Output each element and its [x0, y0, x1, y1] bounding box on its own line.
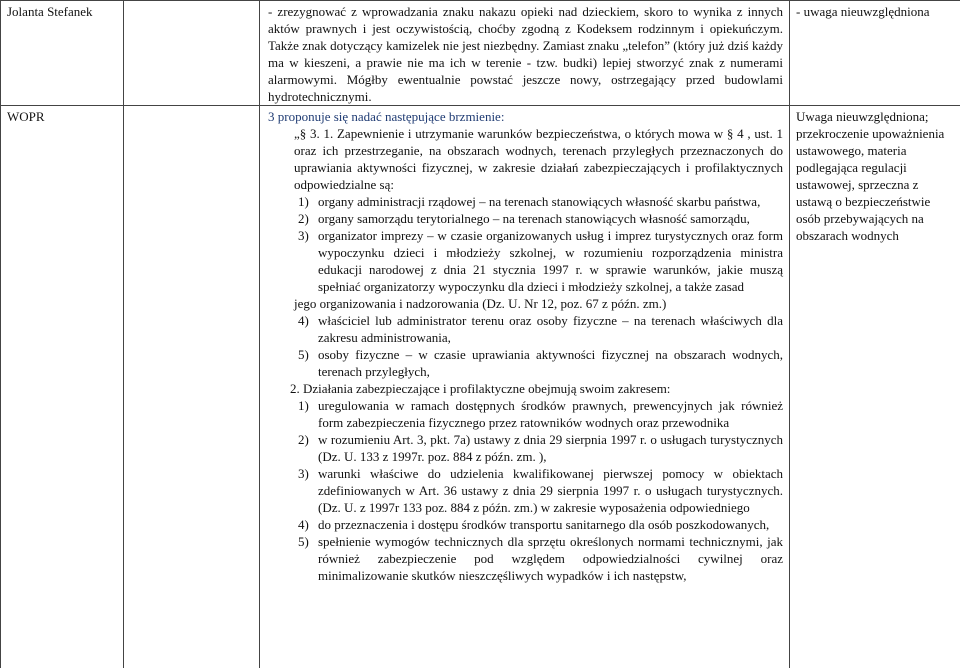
list-item: 1) organy administracji rządowej – na terenach stanowiących własność skarbu państwa, — [268, 193, 783, 210]
responsible-list-cont — [268, 312, 783, 380]
comment-intro: 3 proponuje się nadać następujące brzmienie: — [268, 108, 783, 125]
list-item: 4) do przeznaczenia i dostępu środków transportu sanitarnego dla osób poszkodowanych, — [268, 516, 783, 533]
responsible-list — [268, 193, 783, 295]
actions-list — [268, 397, 783, 584]
comment-text: - zrezygnować z wprowadzania znaku nakazu opieki nad dzieckiem, skoro to wynika z innych aktów prawnych i jest oczywistością, choćby zgodną z Kodeksem rodzinnym i opiekuńczym. Także znak dotyczący kamizelek nie jest niezbędny. Zamiast znaku „telefon” (który już dziś każdy ma w kieszeni, a prawie nie ma ich w terenie - tzw. budki) lepiej stworzyć znak z numerami alarmowymi. Mógłby ewentualnie powstać jeszcze nowy, ostrzegający przed budowlami hydrotechnicznymi. — [268, 3, 783, 105]
provision-cell — [124, 1, 260, 106]
response-text: - uwaga nieuwzględniona — [796, 4, 930, 19]
list-item: 5) spełnienie wymogów technicznych dla sprzętu określonych normami technicznymi, jak również zabezpieczenie pod względem odpowiedzialności cywilnej oraz minimalizowanie skutków nieszczęśliwych wypadków i ich następstw, — [268, 533, 783, 584]
list-continuation: jego organizowania i nadzorowania (Dz. U. Nr 12, poz. 67 z późn. zm.) — [268, 295, 783, 312]
table-row — [1, 106, 960, 668]
response-cell — [790, 1, 960, 106]
submitter-cell — [1, 106, 124, 668]
provision-cell — [124, 106, 260, 668]
list-item: 1) uregulowania w ramach dostępnych środków prawnych, prewencyjnych jak również form zabezpieczenia fizycznego przez ratowników wodnych oraz przewodnika — [268, 397, 783, 431]
submitter-name: Jolanta Stefanek — [7, 3, 119, 20]
submitter-name: WOPR — [7, 108, 119, 125]
comment-cell — [260, 106, 790, 668]
list-item: 2) w rozumieniu Art. 3, pkt. 7a) ustawy z dnia 29 sierpnia 1997 r. o usługach turystycznych (Dz. U. 133 z 1997r. poz. 884 z późn. zm. ), — [268, 431, 783, 465]
list-item: 3) organizator imprezy – w czasie organizowanych usług i imprez turystycznych oraz form wypoczynku dzieci i młodzieży szkolnej, w rozumieniu rozporządzenia ministra edukacji narodowej z dnia 21 stycznia 1997 r. w sprawie warunków, jakie muszą spełniać organizatorzy wypoczynku dla dzieci i młodzieży szkolnej, a także zasad — [268, 227, 783, 295]
comment-cell — [260, 1, 790, 106]
response-cell — [790, 106, 960, 668]
section-2-heading: 2. Działania zabezpieczające i profilaktyczne obejmują swoim zakresem: — [268, 380, 783, 397]
comment-lead: „§ 3. 1. Zapewnienie i utrzymanie warunków bezpieczeństwa, o których mowa w § 4 , ust. 1 oraz ich przestrzeganie, na obszarach wodnych, terenach przyległych przeznaczonych do uprawiania aktywności fizycznej, w zakresie działań zabezpieczających i profilaktycznych odpowiedzialne są: — [268, 125, 783, 193]
list-item: 2) organy samorządu terytorialnego – na terenach stanowiących własność samorządu, — [268, 210, 783, 227]
list-item: 5) osoby fizyczne – w czasie uprawiania aktywności fizycznej na obszarach wodnych, terenach przyległych, — [268, 346, 783, 380]
submitter-cell — [1, 1, 124, 106]
response-text: Uwaga nieuwzględniona; przekroczenie upoważnienia ustawowego, materia podlegająca regulacji ustawowej, sprzeczna z ustawą o bezpieczeństwie osób przebywających na obszarach wodnych — [796, 109, 944, 243]
table-row — [1, 1, 960, 106]
list-item: 4) właściciel lub administrator terenu oraz osoby fizyczne – na terenach właściwych dla zakresu administrowania, — [268, 312, 783, 346]
list-item: 3) warunki właściwe do udzielenia kwalifikowanej pierwszej pomocy w obiektach zdefiniowanych w Art. 36 ustawy z dnia 29 sierpnia 1997 r. o usługach turystycznych. (Dz. U. z 1997r 133 poz. 884 z późn. zm.) w zakresie wyposażenia odpowiedniego — [268, 465, 783, 516]
